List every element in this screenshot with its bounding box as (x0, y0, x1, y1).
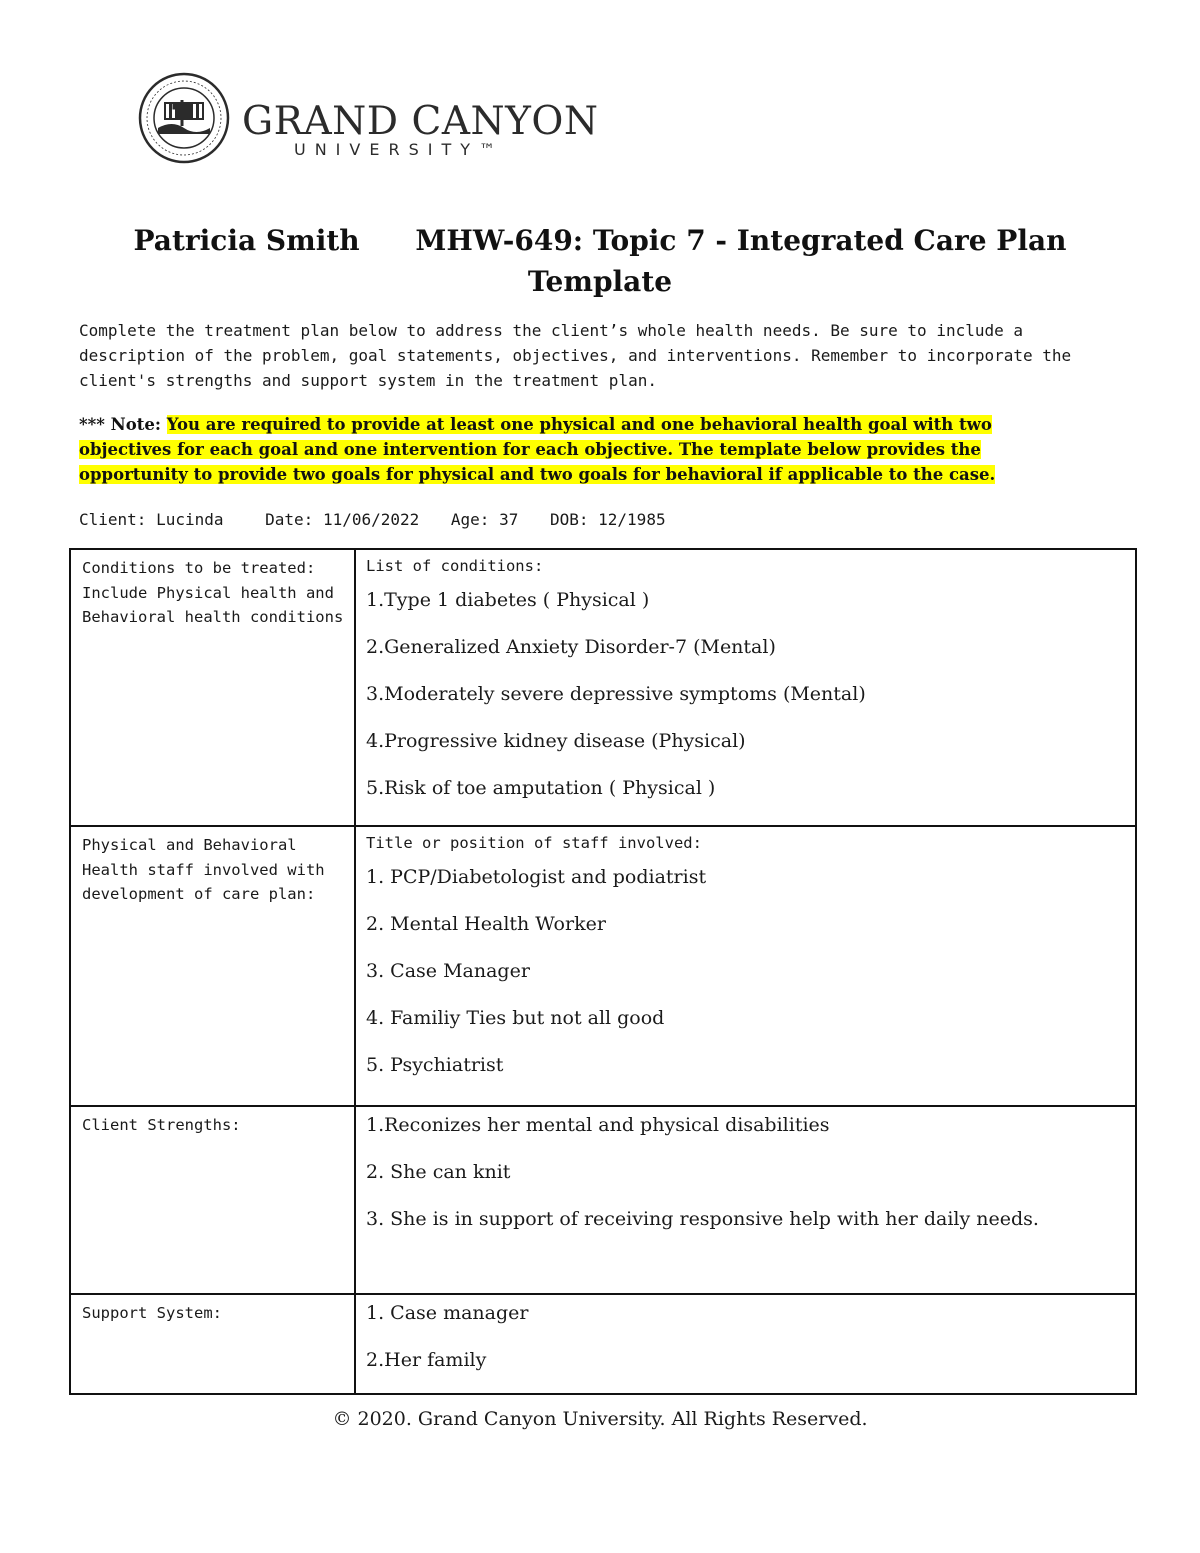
list-item: 3. Case Manager (366, 960, 530, 982)
note-highlighted-text: You are required to provide at least one physical and one behavioral health goal with two objectives for each goal and one intervention for each objective. The template below provides the opportunity to provide two goals for physical and two goals for behavioral if applicable to the case. (79, 415, 996, 484)
table-row-strengths (70, 1106, 1136, 1294)
instructions-paragraph: Complete the treatment plan below to address the client’s whole health needs. Be sure to include a description of the problem, goal statements, objectives, and interventions. Remember to incorporate the client's strengths and support system in the treatment plan. (79, 321, 1072, 390)
row-content (355, 826, 1136, 1106)
row-content (355, 1294, 1136, 1394)
list-item: 2. She can knit (366, 1161, 511, 1183)
university-seal-icon (138, 72, 230, 164)
row-heading: Title or position of staff involved: (366, 834, 702, 852)
note-label: *** Note: (79, 415, 161, 434)
list-item: 5. Psychiatrist (366, 1054, 504, 1076)
list-item: 1. Case manager (366, 1302, 529, 1324)
document-title (120, 220, 1080, 302)
list-item: 4.Progressive kidney disease (Physical) (366, 730, 746, 752)
gcu-logo (138, 72, 599, 172)
row-content (355, 549, 1136, 826)
client-dob: DOB: 12/1985 (549, 510, 666, 529)
list-item: 4. Familiy Ties but not all good (366, 1007, 665, 1029)
table-row-support (70, 1294, 1136, 1394)
list-item: 5.Risk of toe amputation ( Physical ) (366, 777, 716, 799)
client-name: Client: Lucinda (79, 510, 224, 529)
course-title: MHW-649: Topic 7 - Integrated Care Plan Template (415, 224, 1067, 298)
client-date: Date: 11/06/2022 (265, 510, 420, 529)
list-item: 3. She is in support of receiving responsive help with her daily needs. (366, 1208, 1039, 1230)
row-label: Conditions to be treated: Include Physical health and Behavioral health conditions (70, 549, 355, 826)
table-row-staff (70, 826, 1136, 1106)
list-item: 2.Her family (366, 1349, 487, 1371)
list-item: 1. PCP/Diabetologist and podiatrist (366, 866, 707, 888)
client-info-line (79, 507, 1079, 532)
logo-subtitle: UNIVERSITY™ (294, 140, 504, 159)
copyright-footer: © 2020. Grand Canyon University. All Rights Reserved. (332, 1408, 868, 1430)
row-label: Client Strengths: (70, 1106, 355, 1294)
row-heading: List of conditions: (366, 557, 544, 575)
note-paragraph (79, 412, 1089, 487)
logo-wordmark: GRAND CANYON (242, 99, 599, 144)
list-item: 1.Type 1 diabetes ( Physical ) (366, 589, 650, 611)
table-row-conditions (70, 549, 1136, 826)
list-item: 1.Reconizes her mental and physical disabilities (366, 1114, 830, 1136)
care-plan-table (69, 548, 1137, 1395)
row-content (355, 1106, 1136, 1294)
list-item: 2. Mental Health Worker (366, 913, 606, 935)
list-item: 3.Moderately severe depressive symptoms (Mental) (366, 683, 866, 705)
author-name: Patricia Smith (133, 224, 360, 257)
list-item: 2.Generalized Anxiety Disorder-7 (Mental) (366, 636, 776, 658)
row-label: Physical and Behavioral Health staff involved with development of care plan: (70, 826, 355, 1106)
row-label: Support System: (70, 1294, 355, 1394)
client-age: Age: 37 (450, 510, 519, 529)
